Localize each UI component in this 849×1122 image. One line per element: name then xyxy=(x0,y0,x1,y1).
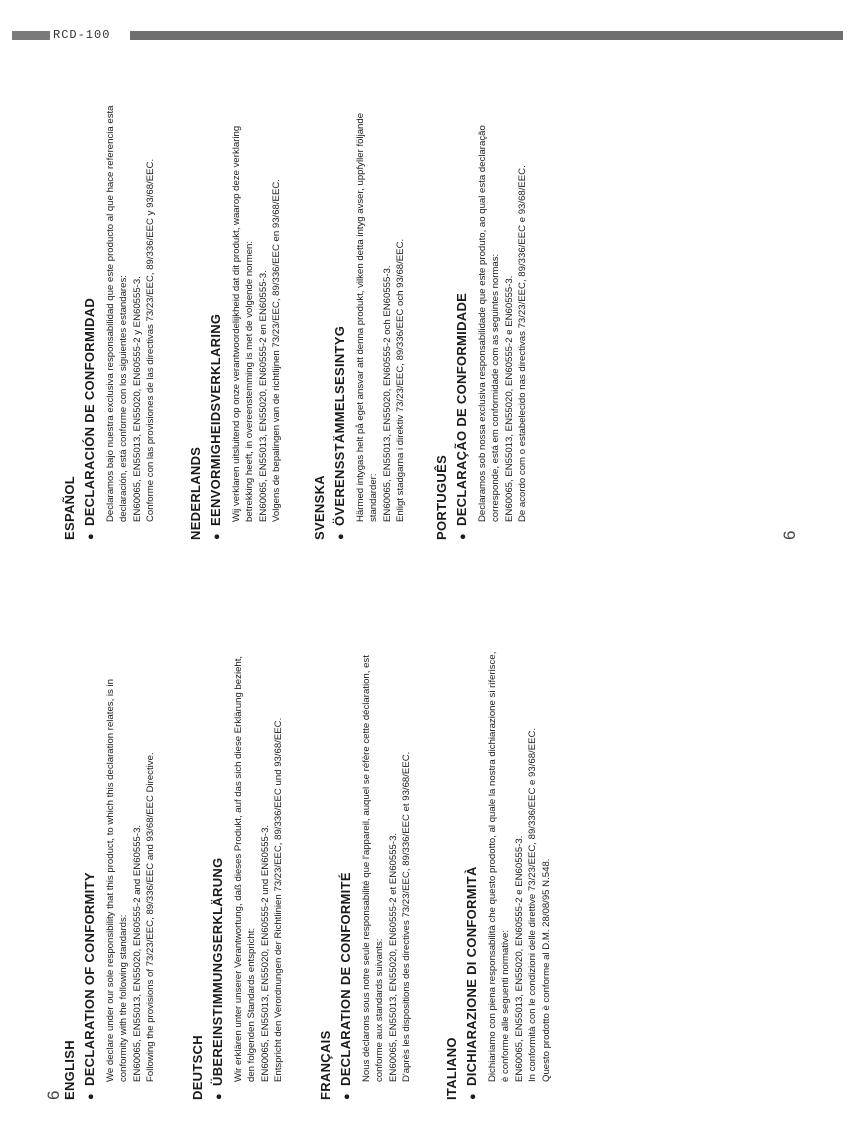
language-heading: FRANÇAIS xyxy=(318,1030,333,1100)
body-line: EN60065, EN55013, EN55020, EN60555-2 y EN60555-3. xyxy=(131,276,143,522)
body-line: conforme aux standards suivants: xyxy=(374,938,386,1082)
header-bar-left xyxy=(12,31,50,40)
body-line: Wij verklaren uitsluitend op onze verantwoordelijkheid dat dit produkt, waarop deze verklaring xyxy=(231,125,242,522)
body-line: Enligt stadgarna i direktiv 73/23/EEC, 89/336/EEC och 93/68/EEC. xyxy=(395,238,407,522)
language-heading: ENGLISH xyxy=(62,1040,77,1100)
section-title: ●DECLARAÇÃO DE CONFORMIDADE xyxy=(454,292,469,540)
body-line: EN60065, EN55013, EN55020, EN60555-2 and EN60555-3. xyxy=(131,824,143,1082)
body-line: EN60065, EN55013, EN55020, EN60555-2 e EN60555-3. xyxy=(503,275,515,522)
section-body xyxy=(476,40,530,522)
body-line: We declare under our sole responsibility that this product, to which this declaration relates, is in xyxy=(105,679,116,1082)
body-line: è conforme alle seguenti normative: xyxy=(500,930,512,1082)
language-heading: SVENSKA xyxy=(312,475,327,540)
body-line: Härmed intygas helt på eget ansvar att denna produkt, vilken detta intyg avser, uppfyller följande xyxy=(355,112,366,522)
section-title: ●EENVORMIGHEIDSVERKLARING xyxy=(208,313,223,540)
section-body xyxy=(104,40,158,522)
section-body xyxy=(486,600,553,1082)
body-line: Questo prodotto è conforme al D.M. 28/08/95 N.548. xyxy=(540,858,552,1082)
bullet-icon: ● xyxy=(335,533,347,540)
body-line: corresponde, está em conformidade com as seguintes normas: xyxy=(490,253,502,522)
section-portugues xyxy=(434,40,530,540)
section-title: ●DICHIARAZIONE DI CONFORMITÀ xyxy=(464,866,479,1100)
body-line: Declaramos sob nossa exclusiva responsabilidade que este produto, ao qual esta declaração xyxy=(477,125,488,522)
body-line: EN60065, EN55013, EN55020, EN60555-2 und EN60555-3. xyxy=(259,824,271,1082)
section-english xyxy=(62,600,158,1100)
section-svenska xyxy=(312,40,408,540)
body-line: Nous déclarons sous notre seule responsabilité que l'appareil, auquel se réfère cette déclaration, est xyxy=(361,655,372,1082)
section-body xyxy=(354,40,408,522)
section-title: ●ÖVERENSSTÄMMELSESINTYG xyxy=(332,325,347,540)
body-line: standarder: xyxy=(368,473,380,522)
body-line: Following the provisions of 73/23/EEC, 89/336/EEC and 93/68/EEC Directive. xyxy=(145,752,157,1082)
section-body xyxy=(230,40,284,522)
section-espanol xyxy=(62,40,158,540)
section-nederlands xyxy=(188,40,284,540)
language-heading: ITALIANO xyxy=(444,1037,459,1100)
body-line: betrekking heeft, in overeenstemming is met de volgende normen: xyxy=(244,240,256,522)
body-line: Dichiariamo con piena responsabilità che questo prodotto, al quale la nostra dichiarazione si riferisce, xyxy=(487,651,498,1082)
language-heading: ESPAÑOL xyxy=(62,476,77,540)
section-francais xyxy=(318,600,414,1100)
bullet-icon: ● xyxy=(341,1093,353,1100)
body-line: EN60065, EN55013, EN55020, EN60555-2 och EN60555-3. xyxy=(381,265,393,522)
language-heading: PORTUGUÊS xyxy=(434,454,449,540)
body-line: EN60065, EN55013, EN55020, EN60555-2 en EN60555-3. xyxy=(257,270,269,522)
bullet-icon: ● xyxy=(85,533,97,540)
language-heading: DEUTSCH xyxy=(190,1035,205,1100)
bullet-icon: ● xyxy=(85,1093,97,1100)
body-line: EN60065, EN55013, EN55020, EN60555-2 e EN60555-3. xyxy=(513,835,525,1082)
bullet-icon: ● xyxy=(211,533,223,540)
section-title: ●DECLARATION DE CONFORMITÉ xyxy=(338,872,353,1100)
body-line: Declaramos bajo nuestra exclusiva responsabilidad que este producto al que hace referencia esta xyxy=(105,105,116,522)
section-body xyxy=(360,600,414,1082)
page-number-left: 6 xyxy=(44,1090,63,1100)
header-bar-right xyxy=(130,31,843,40)
section-title: ●DECLARATION OF CONFORMITY xyxy=(82,872,97,1100)
body-line: conformity with the following standards: xyxy=(118,914,130,1082)
language-heading: NEDERLANDS xyxy=(188,446,203,540)
model-label: RCD-100 xyxy=(53,28,111,42)
body-line: Entspricht den Verordnungen der Richtlinien 73/23/EEC, 89/336/EEC und 93/68/EEC. xyxy=(273,717,285,1082)
body-line: Wir erklären unter unserer Verantwortung, daß dieses Produkt, auf das sich diese Erklärung bezieht, xyxy=(233,655,244,1082)
body-line: den folgenden Standards entspricht: xyxy=(246,927,258,1082)
bullet-icon: ● xyxy=(467,1093,479,1100)
bullet-icon: ● xyxy=(457,533,469,540)
body-line: D'après les dispositions des directives 73/23/EEC, 89/336/EEC et 93/68/EEC. xyxy=(401,751,413,1082)
rotated-page xyxy=(40,40,840,1100)
body-line: EN60065, EN55013, EN55020, EN60555-2 et EN60555-3. xyxy=(387,832,399,1082)
body-line: In conformità con le condizioni delle direttive 73/23/EEC, 89/336/EEC e 93/68/EEC. xyxy=(527,727,539,1082)
section-title: ●ÜBEREINSTIMMUNGSERKLÄRUNG xyxy=(210,857,225,1100)
section-italiano xyxy=(444,600,553,1100)
section-deutsch xyxy=(190,600,286,1100)
section-body xyxy=(104,600,158,1082)
page-number-right: 6 xyxy=(780,530,799,540)
body-line: Conforme con las provisiones de las directivas 73/23/EEC, 89/336/EEC y 93/68/EEC. xyxy=(145,158,157,522)
body-line: declaración, está conforme con los siguientes estandares: xyxy=(118,275,130,522)
bullet-icon: ● xyxy=(213,1093,225,1100)
body-line: Volgens de bepalingen van de richtlijnen 73/23/EEC, 89/336/EEC en 93/68/EEC. xyxy=(271,179,283,522)
section-body xyxy=(232,600,286,1082)
body-line: De acordo com o estabelecido nas directivas 73/23/EEC, 89/336/EEC e 93/68/EEC. xyxy=(517,165,529,522)
section-title: ●DECLARACIÓN DE CONFORMIDAD xyxy=(82,297,97,540)
